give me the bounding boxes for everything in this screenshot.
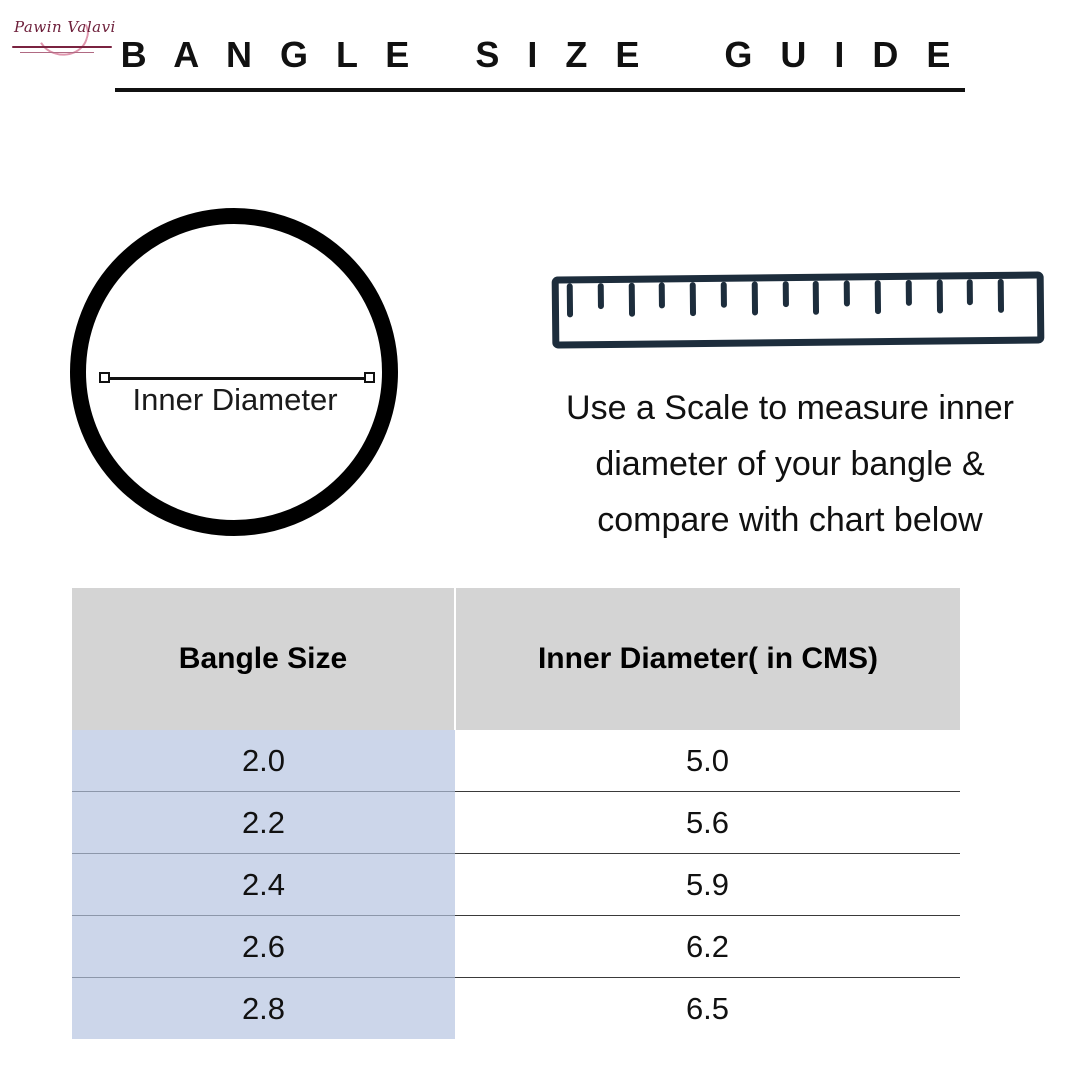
ruler-tick: [659, 282, 665, 308]
ruler-tick: [967, 279, 973, 305]
cell-bangle-size: 2.4: [72, 854, 455, 916]
inner-diameter-label: Inner Diameter: [132, 382, 338, 417]
column-header-inner-diameter: Inner Diameter( in CMS): [455, 588, 960, 730]
logo-text: Pawin Valavi: [14, 18, 116, 36]
bangle-circle-icon: [70, 208, 398, 536]
cell-inner-diameter: 5.6: [455, 792, 960, 854]
ruler-tick: [998, 279, 1004, 313]
table-row: [72, 978, 960, 1040]
cell-bangle-size: 2.6: [72, 916, 455, 978]
table-header-row: [72, 588, 960, 730]
table-body: [72, 730, 960, 1039]
table-row: [72, 916, 960, 978]
instructions-line-3: compare with chart below: [597, 501, 983, 539]
ruler-tick: [628, 283, 634, 317]
inner-diameter-line: [104, 377, 372, 380]
cell-inner-diameter: 6.5: [455, 978, 960, 1040]
page-title: B A N G L E S I Z E G U I D E: [115, 34, 966, 92]
cell-bangle-size: 2.8: [72, 978, 455, 1040]
table-row: [72, 854, 960, 916]
cell-inner-diameter: 6.2: [455, 916, 960, 978]
ruler-tick: [844, 280, 850, 306]
ruler-tick: [905, 280, 911, 306]
page-title-container: [0, 34, 1080, 92]
ruler-tick: [751, 281, 757, 315]
ruler-tick: [875, 280, 881, 314]
table-row: [72, 792, 960, 854]
ruler-tick: [936, 279, 942, 313]
cell-inner-diameter: 5.0: [455, 730, 960, 792]
ruler-tick: [598, 283, 604, 309]
table-head: [72, 588, 960, 730]
cell-inner-diameter: 5.9: [455, 854, 960, 916]
instructions-line-1: Use a Scale to measure inner: [566, 389, 1014, 427]
instructions-line-2: diameter of your bangle &: [595, 445, 985, 483]
cell-bangle-size: 2.2: [72, 792, 455, 854]
instructions-text: [500, 380, 1080, 548]
table-row: [72, 730, 960, 792]
ruler-tick: [782, 281, 788, 307]
ruler-tick: [813, 281, 819, 315]
ruler-icon: [552, 271, 1045, 348]
column-header-bangle-size: Bangle Size: [72, 588, 455, 730]
ruler-tick: [721, 282, 727, 308]
size-chart-table: [72, 588, 960, 1039]
ruler-tick: [690, 282, 696, 316]
ruler-tick: [567, 283, 573, 317]
cell-bangle-size: 2.0: [72, 730, 455, 792]
